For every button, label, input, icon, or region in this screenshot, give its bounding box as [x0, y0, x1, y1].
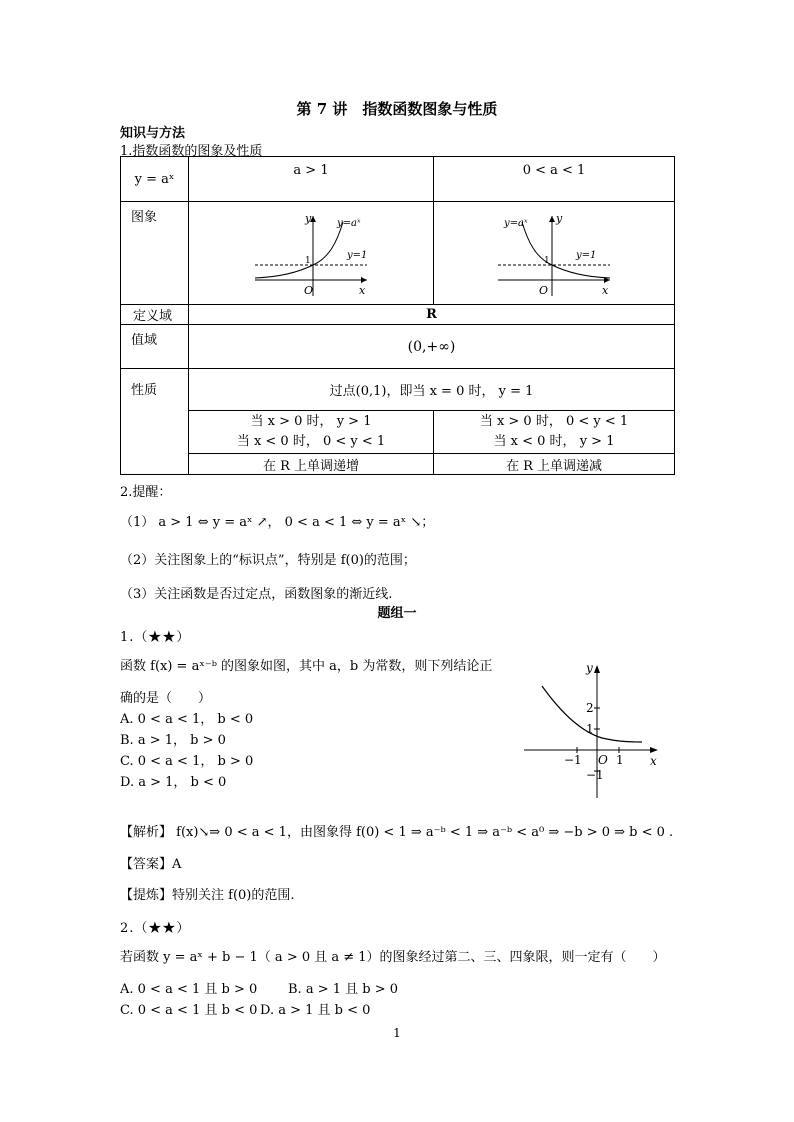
graph2-line-label: y=1 — [576, 250, 597, 261]
tip-3: （3）关注函数是否过定点，函数图象的渐近线. — [120, 587, 393, 602]
graph-increasing-svg — [249, 208, 373, 298]
q2-option-d: D. a > 1 且 b < 0 — [260, 1003, 371, 1018]
q1-graph-x1: 1 — [616, 753, 624, 767]
group-title: 题组一 — [377, 606, 417, 621]
q1-graph-origin: O — [598, 753, 608, 767]
col1-pos-text: 当 x > 0 时， y > 1 — [250, 414, 372, 429]
header-a-between: 0 < a < 1 — [434, 157, 675, 202]
function-label: y = aˣ — [134, 171, 175, 187]
graph2-y-axis-label: y — [556, 212, 563, 225]
range-label: 值域 — [121, 325, 189, 369]
col2-neg-text: 当 x < 0 时， y > 1 — [493, 434, 615, 449]
section-heading: 知识与方法 — [120, 126, 186, 141]
property-label: 性质 — [121, 369, 189, 475]
q1-refine: 【提炼】特别关注 f(0)的范围. — [120, 888, 295, 903]
col2-pos-text: 当 x > 0 时， 0 < y < 1 — [479, 414, 629, 429]
q1-graph-y-label: y — [586, 661, 593, 675]
function-label-cell — [121, 157, 189, 202]
header-a-greater-1: a > 1 — [189, 157, 434, 202]
q1-option-a: A. 0 < a < 1， b < 0 — [120, 712, 254, 727]
property-fixed-point: 过点(0,1)，即当 x = 0 时， y = 1 — [189, 369, 675, 411]
graph1-curve-label: y=aˣ — [337, 218, 361, 229]
tip-1: （1） a > 1 ⇔ y = aˣ ↗， 0 < a < 1 ⇔ y = aˣ ↘； — [120, 515, 435, 530]
graph2-x-axis-label: x — [602, 284, 609, 297]
graph-decreasing — [434, 202, 675, 305]
subsection-title-2: 2.提醒： — [120, 485, 172, 500]
graph1-line-label: y=1 — [347, 250, 368, 261]
q2-number: 2.（★★） — [120, 921, 191, 936]
graph1-origin-label: O — [304, 284, 314, 297]
graph2-origin-label: O — [539, 284, 549, 297]
graph2-curve-label: y=aˣ — [504, 218, 528, 229]
q1-analysis: 【解析】 f(x)↘⇒ 0 < a < 1，由图象得 f(0) < 1 ⇒ a⁻ᵇ < 1 ⇒ a⁻ᵇ < a⁰ ⇒ −b > 0 ⇒ b < 0 . — [120, 825, 674, 840]
monotone-increasing: 在 R 上单调递增 — [189, 454, 434, 475]
q2-option-a: A. 0 < a < 1 且 b > 0 — [120, 982, 258, 997]
subsection-title-1: 1.指数函数的图象及性质 — [120, 144, 263, 159]
graph-decreasing-svg — [492, 208, 616, 298]
q1-stem-line2: 确的是（ ） — [120, 691, 212, 706]
graph1-x-axis-label: x — [359, 284, 366, 297]
q1-option-b: B. a > 1， b > 0 — [120, 733, 226, 748]
graph-increasing — [189, 202, 434, 305]
q1-option-d: D. a > 1， b < 0 — [120, 775, 227, 790]
tip-2: （2）关注图象上的“标识点”，特别是 f(0)的范围； — [120, 553, 416, 568]
q2-option-c: C. 0 < a < 1 且 b < 0 — [120, 1003, 258, 1018]
domain-label: 定义域 — [121, 305, 189, 325]
q1-graph-x-label: x — [650, 754, 657, 768]
graph-row-label: 图象 — [121, 202, 189, 305]
page-number: 1 — [393, 1026, 401, 1040]
q1-number: 1.（★★） — [120, 630, 191, 645]
q2-stem: 若函数 y = aˣ + b − 1（ a > 0 且 a ≠ 1）的图象经过第二、三、四象限，则一定有（ ） — [120, 950, 666, 965]
properties-table — [120, 156, 675, 475]
q1-graph-xm1: −1 — [564, 753, 582, 767]
q2-option-b: B. a > 1 且 b > 0 — [288, 982, 399, 997]
graph1-y-axis-label: y — [305, 212, 312, 225]
range-value: (0,+∞) — [189, 325, 675, 369]
graph2-one-label: 1 — [544, 256, 550, 266]
monotone-decreasing: 在 R 上单调递减 — [434, 454, 675, 475]
domain-value: R — [189, 305, 675, 325]
page-title: 第 7 讲 指数函数图象与性质 — [296, 100, 498, 118]
q1-answer: 【答案】A — [120, 857, 182, 872]
q1-graph-y1: 1 — [586, 722, 594, 736]
q1-graph-ym1: −1 — [586, 768, 604, 782]
graph1-one-label: 1 — [305, 256, 311, 266]
property-increasing-values — [189, 411, 434, 454]
q1-stem-line1: 函数 f(x) = aˣ⁻ᵇ 的图象如图，其中 a，b 为常数，则下列结论正 — [120, 659, 493, 674]
property-decreasing-values — [434, 411, 675, 454]
q1-option-c: C. 0 < a < 1， b > 0 — [120, 754, 254, 769]
q1-graph-y2: 2 — [586, 701, 594, 715]
q1-graph — [522, 660, 667, 800]
col1-neg-text: 当 x < 0 时， 0 < y < 1 — [236, 434, 386, 449]
